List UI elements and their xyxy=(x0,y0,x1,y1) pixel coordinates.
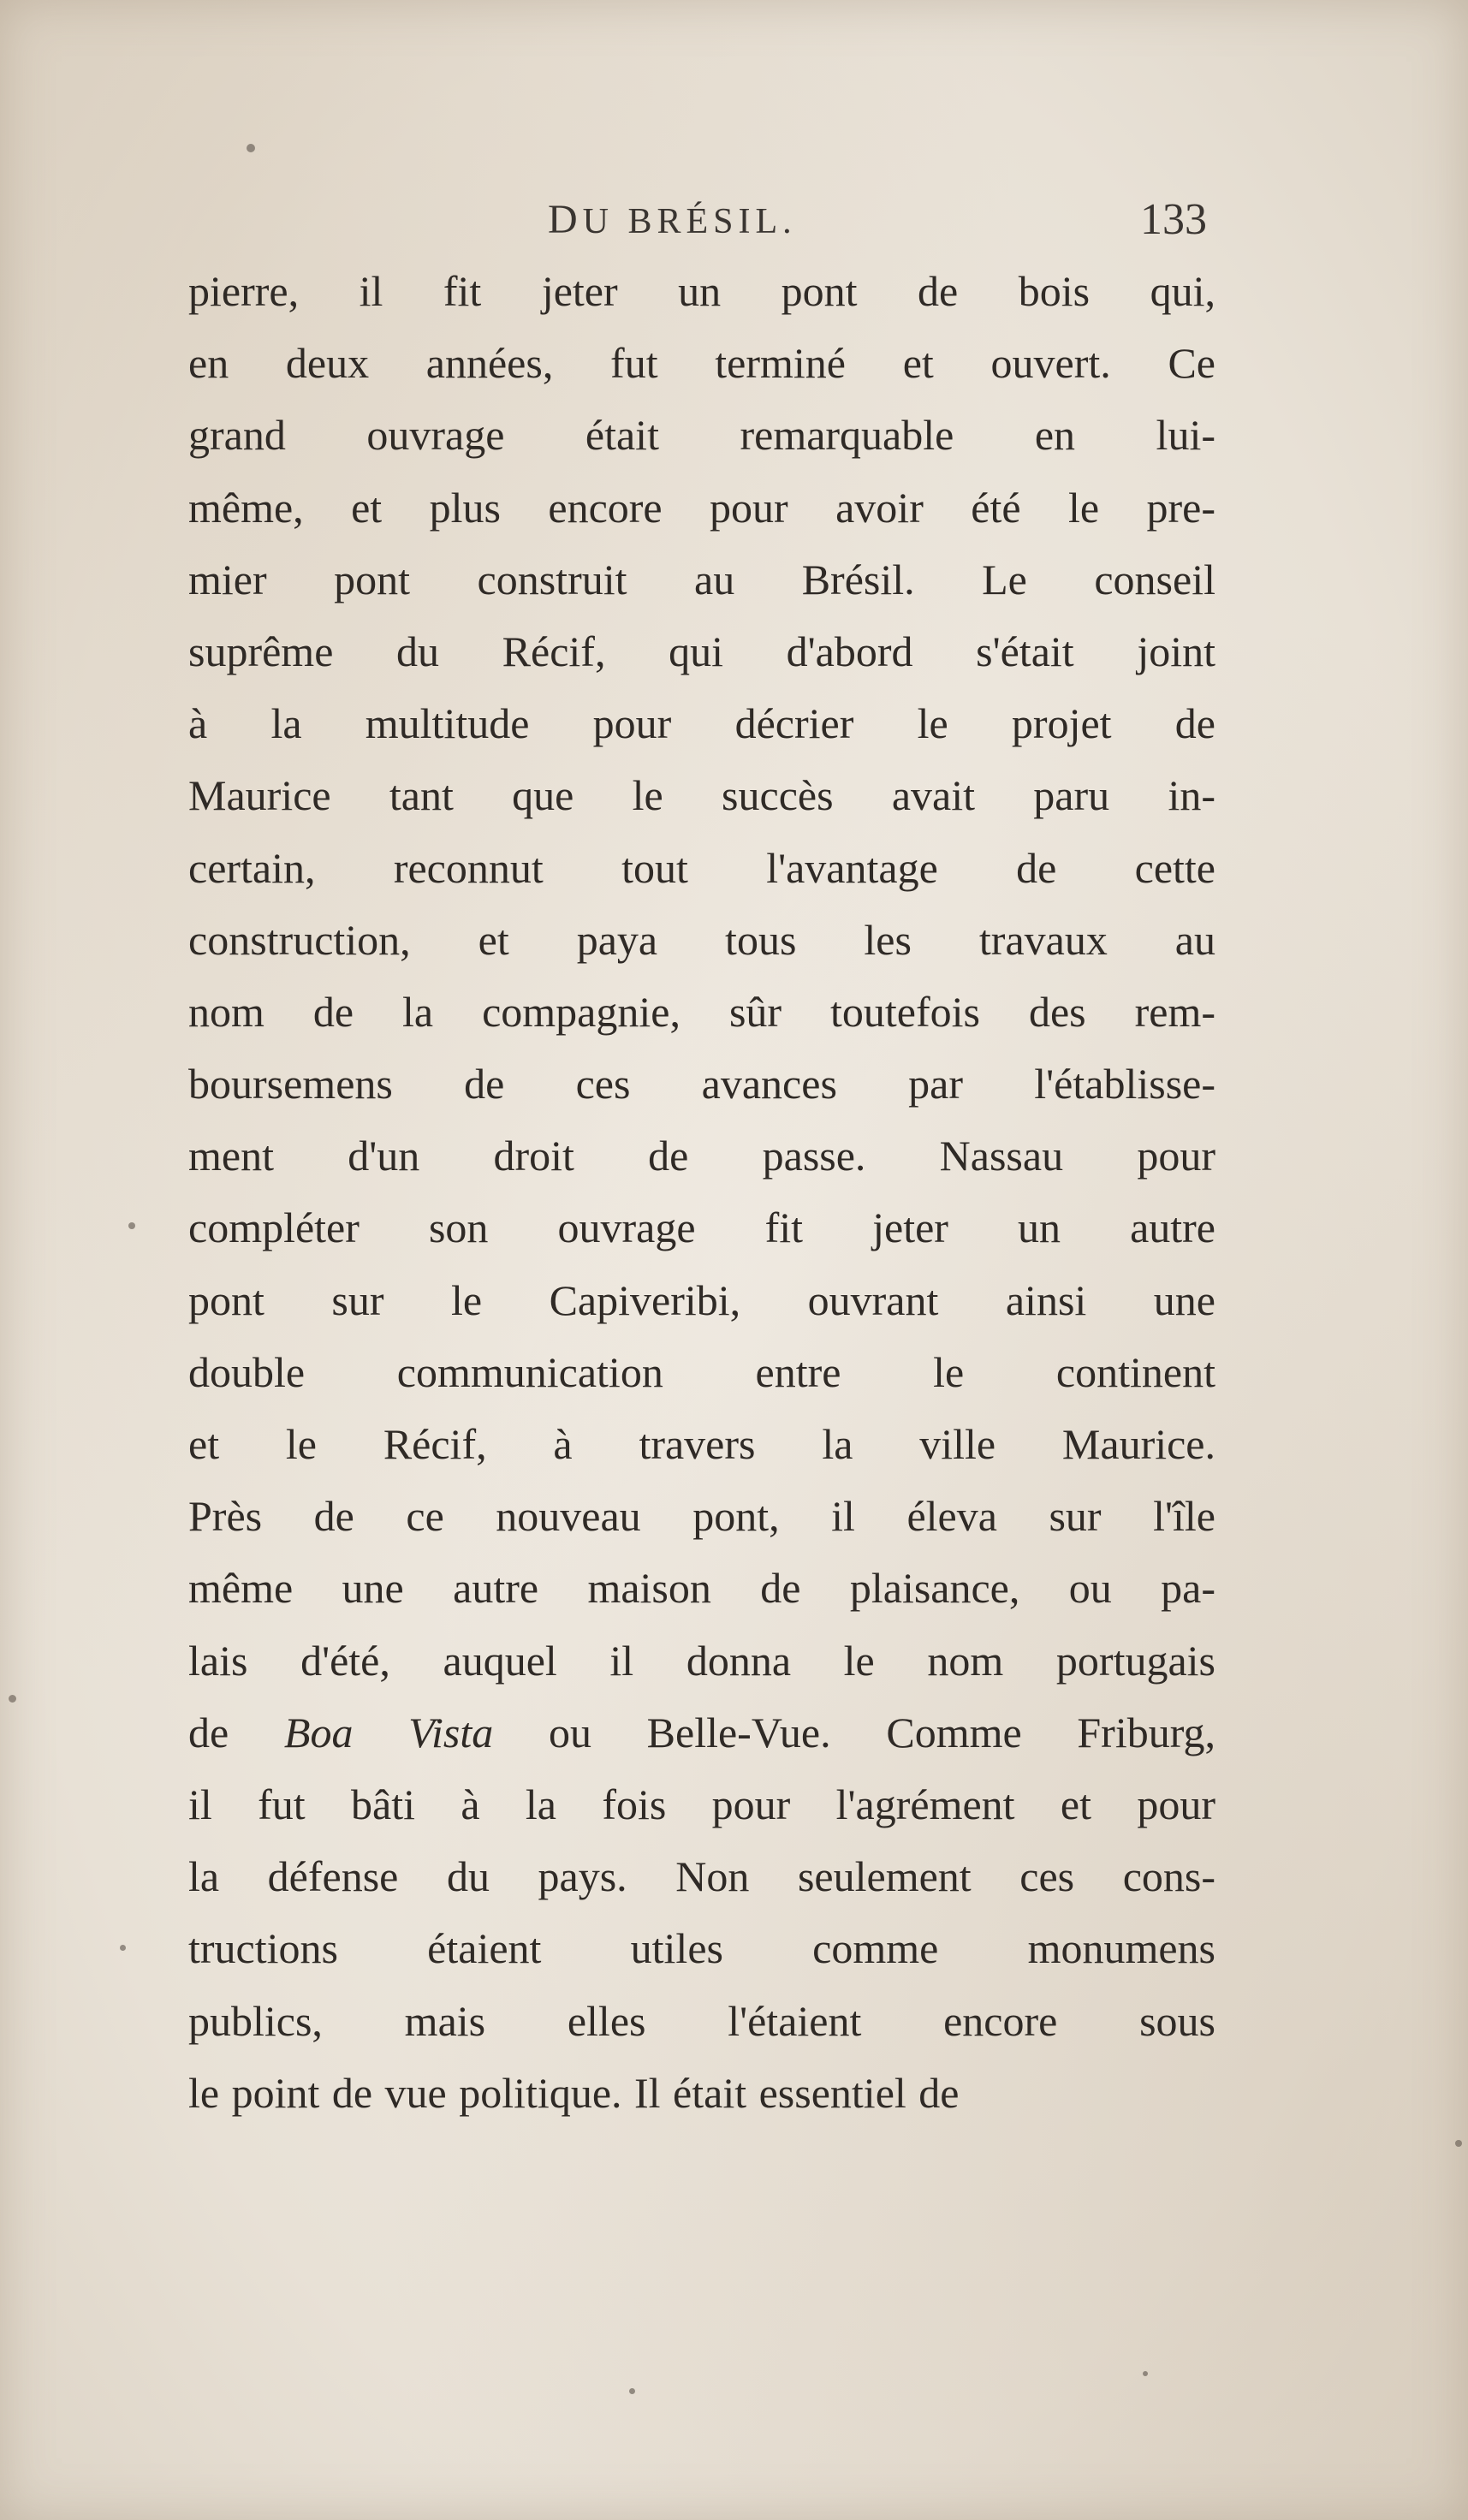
text-line: à la multitude pour décrier le projet de xyxy=(188,699,1215,748)
text-line: il fut bâti à la fois pour l'agrément et pour xyxy=(188,1780,1215,1828)
text-line: nom de la compagnie, sûr toutefois des rem- xyxy=(188,987,1215,1036)
paper-speck xyxy=(9,1695,16,1703)
text-line: en deux années, fut terminé et ouvert. Ce xyxy=(188,339,1215,388)
text-line: même une autre maison de plaisance, ou pa- xyxy=(188,1564,1215,1613)
text-line: Près de ce nouveau pont, il éleva sur l'île xyxy=(188,1492,1215,1541)
paper-speck xyxy=(247,144,255,152)
page-number: 133 xyxy=(1140,195,1207,244)
italic-place-name: Boa Vista xyxy=(283,1708,494,1756)
text-line: double communication entre le continent xyxy=(188,1347,1215,1396)
paper-speck xyxy=(1455,2140,1462,2147)
text-line: grand ouvrage était remarquable en lui- xyxy=(188,411,1215,460)
text-line: certain, reconnut tout l'avantage de cette xyxy=(188,843,1215,892)
text-line: pont sur le Capiveribi, ouvrant ainsi une xyxy=(188,1275,1215,1324)
page-header xyxy=(188,190,1207,250)
text-line: pierre, il fit jeter un pont de bois qui, xyxy=(188,267,1215,315)
text-line: le point de vue politique. Il était essentiel de xyxy=(188,2068,960,2117)
paper-speck xyxy=(1143,2371,1148,2376)
paper-speck xyxy=(629,2388,635,2394)
paper-speck xyxy=(120,1945,126,1951)
text-line: tructions étaient utiles comme monumens xyxy=(188,1924,1215,1973)
text-line: Maurice tant que le succès avait paru in- xyxy=(188,771,1215,820)
text-line: mier pont construit au Brésil. Le conseil xyxy=(188,555,1215,603)
text-line: compléter son ouvrage fit jeter un autre xyxy=(188,1204,1215,1252)
text-line: ment d'un droit de passe. Nassau pour xyxy=(188,1132,1215,1180)
text-line: lais d'été, auquel il donna le nom portugais xyxy=(188,1636,1215,1685)
running-head xyxy=(548,190,797,252)
text-line: publics, mais elles l'étaient encore sous xyxy=(188,1996,1215,2045)
text-line: même, et plus encore pour avoir été le pre- xyxy=(188,483,1215,532)
text-line-with-italic xyxy=(188,1697,1215,1768)
text-fragment: de xyxy=(188,1708,284,1756)
text-line: et le Récif, à travers la ville Maurice. xyxy=(188,1420,1215,1468)
paper-speck xyxy=(128,1222,135,1229)
text-line: suprême du Récif, qui d'abord s'était joint xyxy=(188,627,1215,675)
text-fragment: ou Belle-Vue. Comme Friburg, xyxy=(493,1708,1215,1756)
text-line: la défense du pays. Non seulement ces cons- xyxy=(188,1852,1215,1901)
text-line: boursemens de ces avances par l'établisse- xyxy=(188,1060,1215,1108)
body-text xyxy=(188,255,1215,2129)
running-head-initial: D xyxy=(548,197,583,242)
text-line: construction, et paya tous les travaux au xyxy=(188,915,1215,964)
running-head-rest: U BRÉSIL. xyxy=(582,202,797,241)
